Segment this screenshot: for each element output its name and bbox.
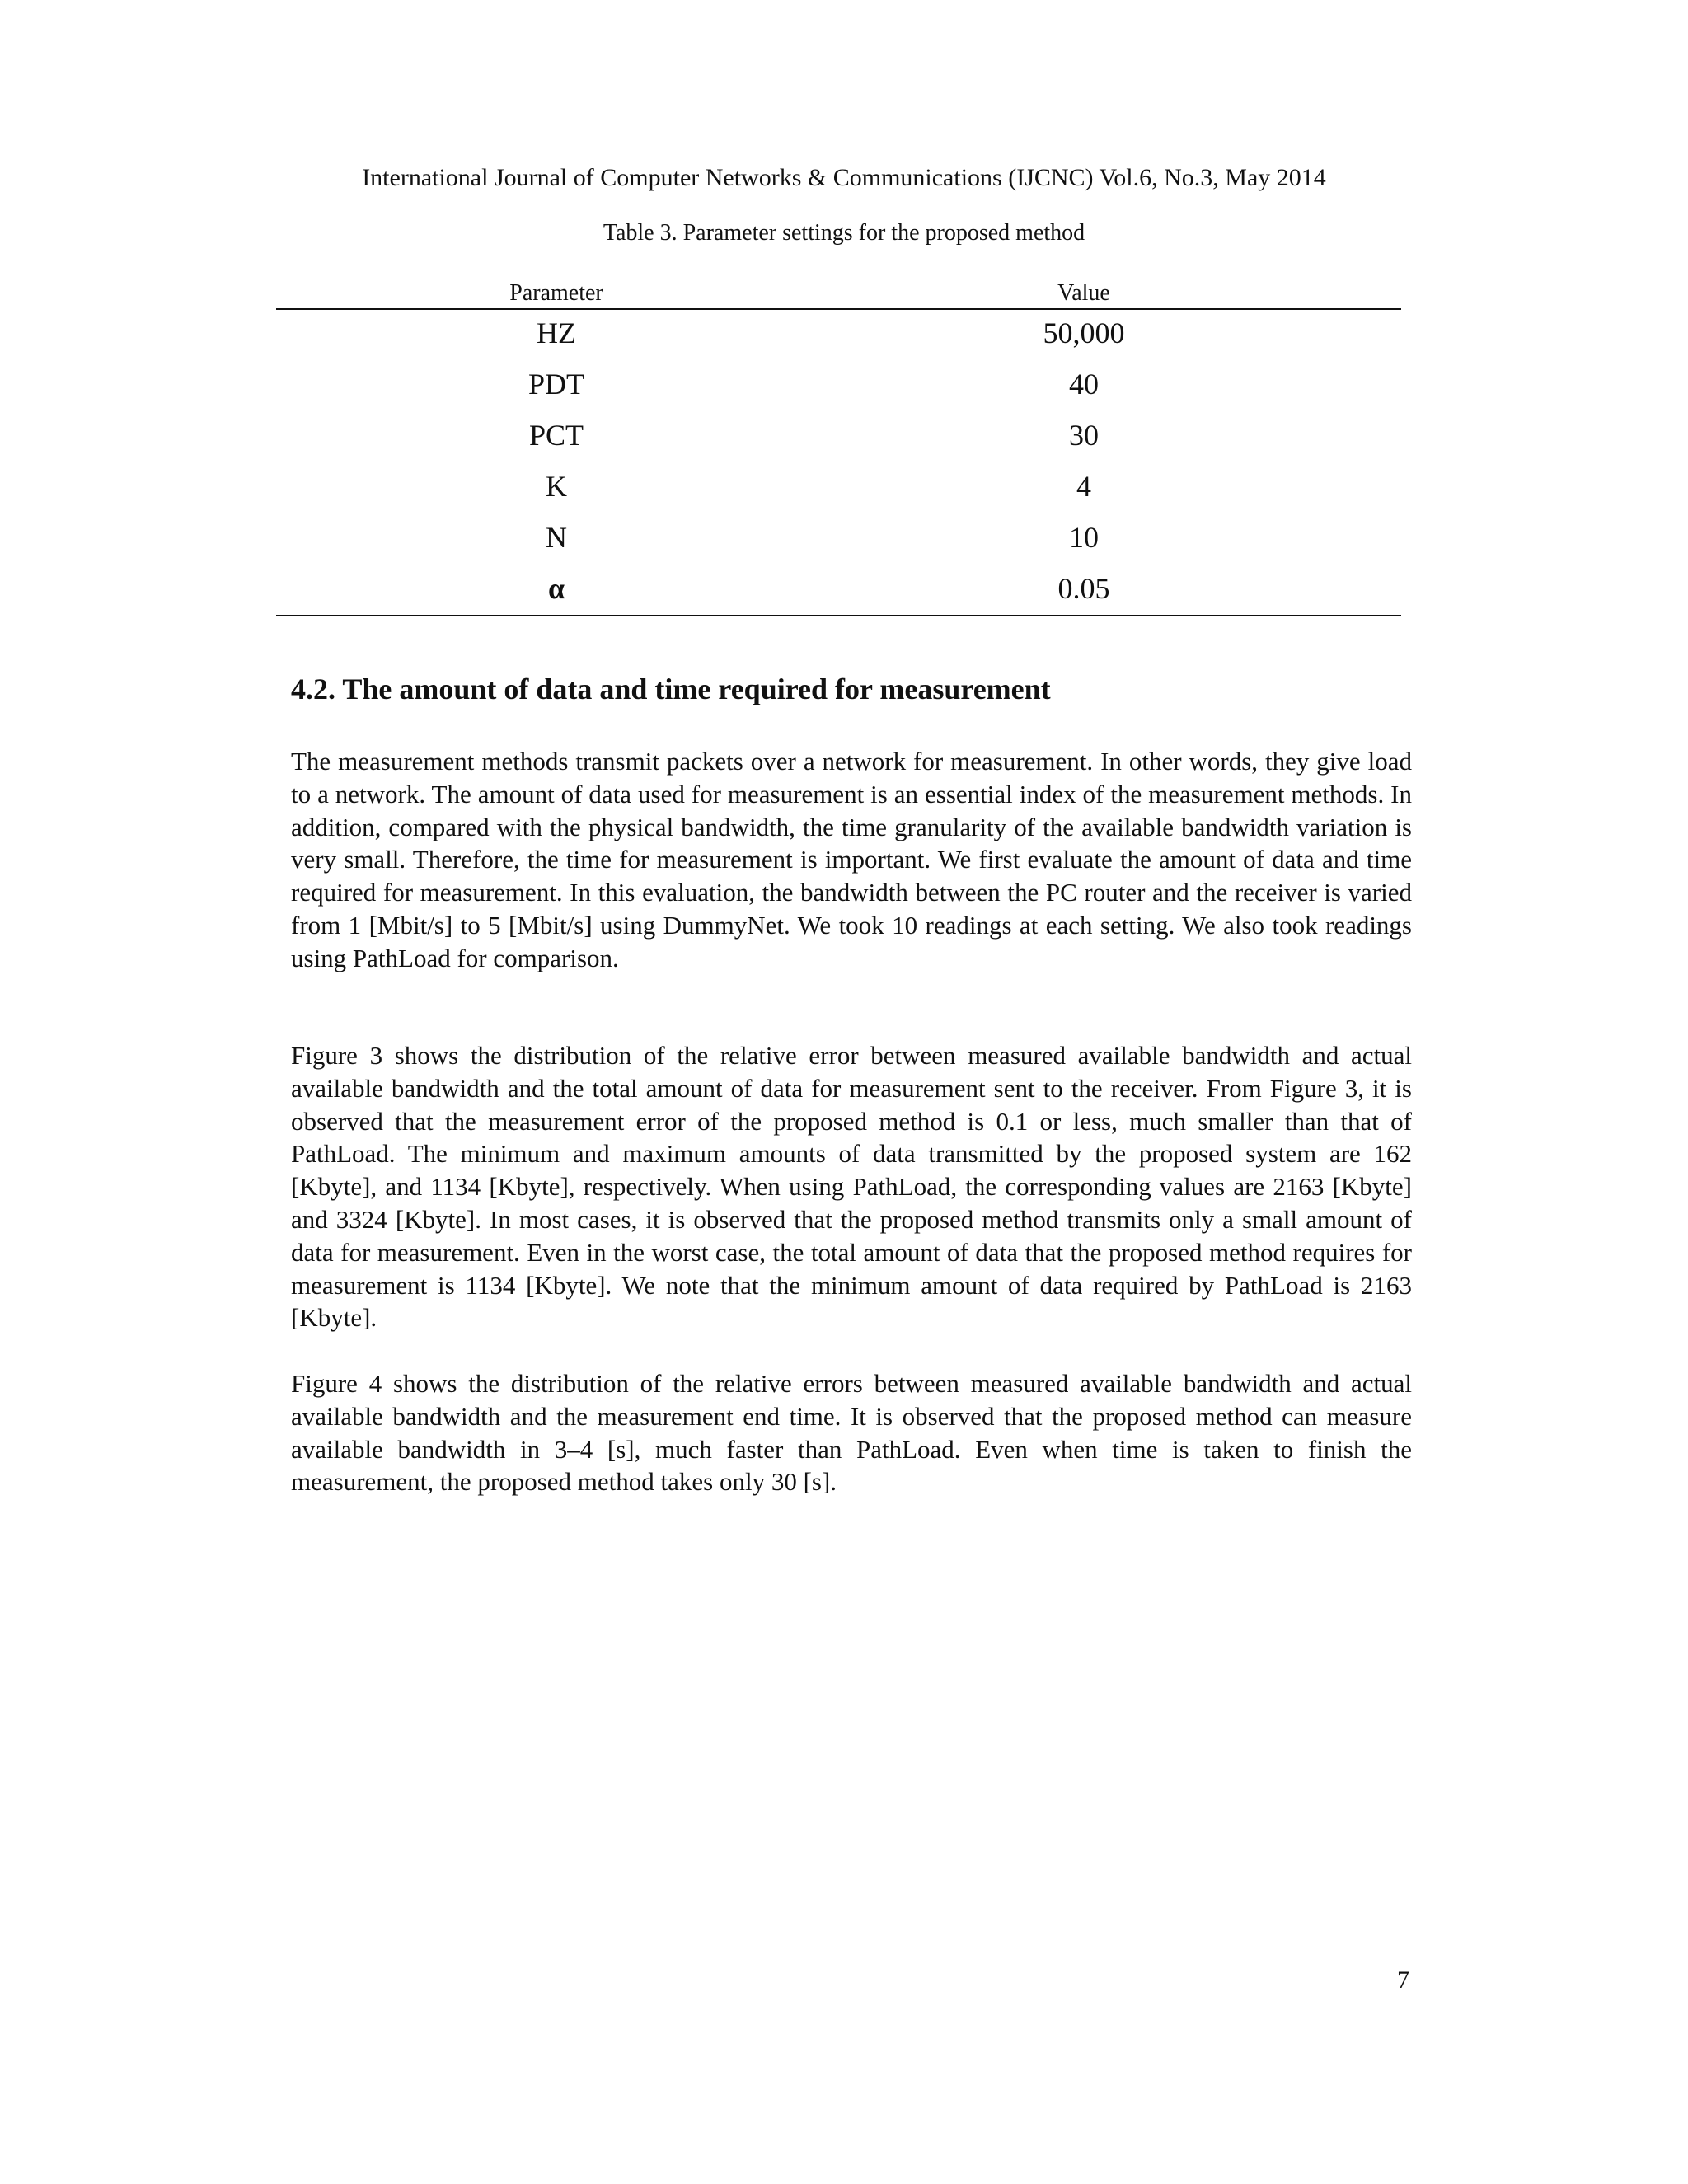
value-cell: 10 xyxy=(1069,521,1099,554)
parameter-table xyxy=(276,279,1401,616)
running-header: International Journal of Computer Networks & Communications (IJCNC) Vol.6, No.3, May 2014 xyxy=(362,164,1326,191)
page-number: 7 xyxy=(1397,1966,1409,1994)
value-cell: 50,000 xyxy=(1043,316,1125,349)
body-paragraph: Figure 3 shows the distribution of the relative error between measured available bandwidth and actual available bandwidth and the total amount of data for measurement sent to the receiver. From Figure 3, it is observed that the measurement error of the proposed method is 0.1 or less, much smaller than that of PathLoad. The minimum and maximum amounts of data transmitted by the proposed system are 162 [Kbyte], and 1134 [Kbyte], respectively. When using PathLoad, the corresponding values are 2163 [Kbyte] and 3324 [Kbyte]. In most cases, it is observed that the proposed method transmits only a small amount of data for measurement. Even in the worst case, the total amount of data that the proposed method requires for measurement is 1134 [Kbyte]. We note that the minimum amount of data required by PathLoad is 2163 [Kbyte]. xyxy=(291,1041,1412,1333)
body-paragraph: Figure 4 shows the distribution of the relative errors between measured available bandwidth and actual available bandwidth and the measurement end time. It is observed that the proposed method can measure available bandwidth in 3–4 [s], much faster than PathLoad. Even when time is taken to finish the measurement, the proposed method takes only 30 [s]. xyxy=(291,1369,1412,1497)
parameter-cell: PCT xyxy=(528,419,584,452)
parameter-cell: HZ xyxy=(537,316,576,349)
parameter-cell: N xyxy=(546,521,567,554)
parameter-cell: K xyxy=(546,470,567,503)
table-header-row xyxy=(276,279,1401,310)
parameter-cell: PDT xyxy=(528,368,584,401)
value-cell: 40 xyxy=(1069,368,1099,401)
table-bottom-rule xyxy=(276,615,1401,616)
table-row xyxy=(276,361,1401,412)
value-cell: 4 xyxy=(1076,470,1091,503)
body-paragraph: The measurement methods transmit packets over a network for measurement. In other words, they give load to a network. The amount of data used for measurement is an essential index of the measurement methods. In addition, compared with the physical bandwidth, the time granularity of the available bandwidth variation is very small. Therefore, the time for measurement is important. We first evaluate the amount of data and time required for measurement. In this evaluation, the bandwidth between the PC router and the receiver is varied from 1 [Mbit/s] to 5 [Mbit/s] using DummyNet. We took 10 readings at each setting. We also took readings using PathLoad for comparison. xyxy=(291,747,1412,972)
table-row xyxy=(276,412,1401,463)
table-caption: Table 3. Parameter settings for the proposed method xyxy=(603,220,1085,246)
parameter-cell: α xyxy=(547,572,565,605)
column-header-value: Value xyxy=(1057,280,1110,306)
value-cell: 30 xyxy=(1069,419,1099,452)
table-row xyxy=(276,514,1401,565)
value-cell: 0.05 xyxy=(1057,572,1110,605)
column-header-parameter: Parameter xyxy=(509,280,603,306)
table-row xyxy=(276,565,1401,616)
table-row xyxy=(276,463,1401,514)
table-row xyxy=(276,310,1401,361)
section-heading: 4.2. The amount of data and time required for measurement xyxy=(291,673,1051,705)
table-body xyxy=(276,310,1401,616)
